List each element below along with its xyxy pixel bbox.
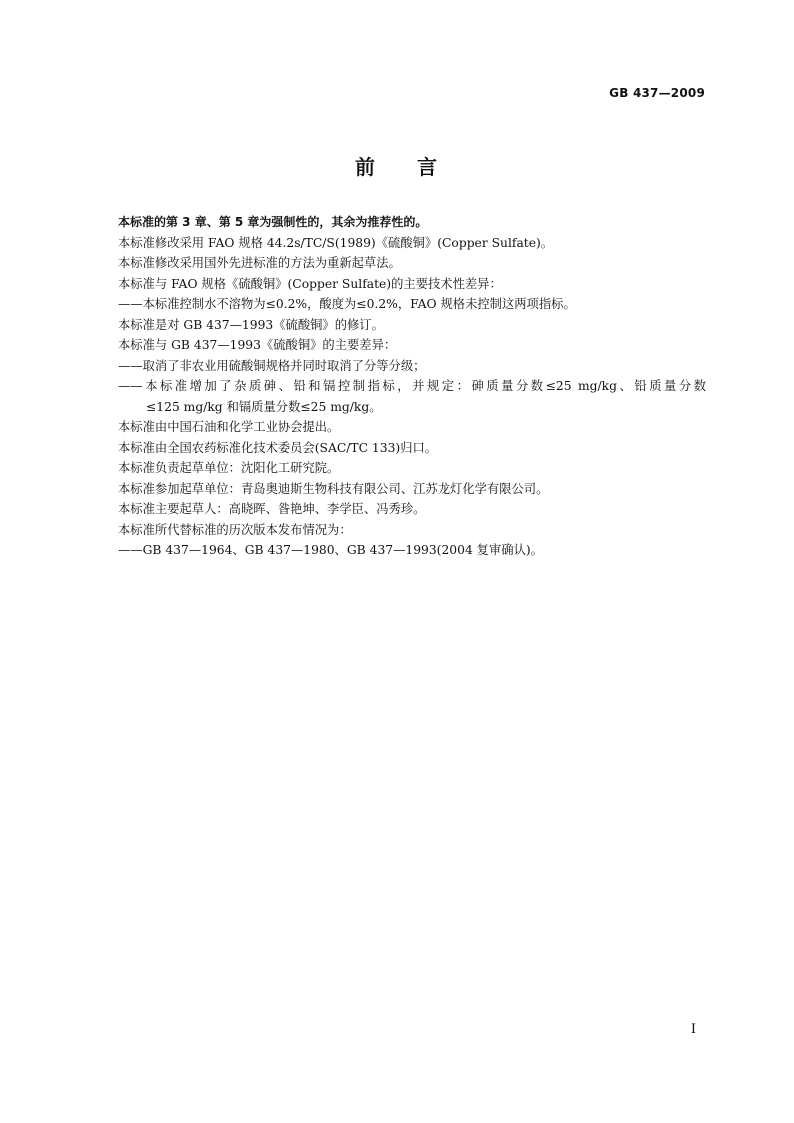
title-part-1: 前	[355, 155, 377, 179]
main-drafters-statement: 本标准主要起草人：高晓晖、昝艳坤、李学臣、冯秀珍。	[118, 502, 426, 516]
replaced-versions-heading: 本标准所代替标准的历次版本发布情况为：	[118, 522, 352, 537]
responsible-drafter-statement: 本标准负责起草单位：沈阳化工研究院。	[118, 461, 340, 475]
difference-item-1: ——取消了非农业用硫酸铜规格并同时取消了分等分级；	[118, 358, 426, 373]
foreword-body	[118, 212, 706, 561]
adoption-statement: 本标准修改采用 FAO 规格 44.2s/TC/S(1989)《硫酸铜》(Copper Sulfate)。	[118, 235, 554, 250]
mandatory-clause-note: 本标准的第 3 章、第 5 章为强制性的，其余为推荐性的。	[118, 215, 428, 229]
drafting-method-statement: 本标准修改采用国外先进标准的方法为重新起草法。	[118, 256, 401, 270]
replaced-versions-list: ——GB 437—1964、GB 437—1980、GB 437—1993(2004 复审确认)。	[118, 543, 543, 557]
title-part-2: 言	[417, 155, 439, 179]
fao-difference-item: ——本标准控制水不溶物为≤0.2%，酸度为≤0.2%，FAO 规格未控制这两项指标。	[118, 297, 576, 311]
participating-drafters-statement: 本标准参加起草单位：青岛奥迪斯生物科技有限公司、江苏龙灯化学有限公司。	[118, 481, 549, 496]
difference-item-2-continued: ≤125 mg/kg 和镉质量分数≤25 mg/kg。	[146, 399, 382, 414]
page-title	[0, 151, 794, 180]
standard-code: GB 437—2009	[609, 86, 705, 100]
revision-statement: 本标准是对 GB 437—1993《硫酸铜》的修订。	[118, 317, 384, 332]
page-number: I	[690, 1022, 696, 1037]
previous-version-differences-heading: 本标准与 GB 437—1993《硫酸铜》的主要差异：	[118, 338, 397, 352]
fao-differences-heading: 本标准与 FAO 规格《硫酸铜》(Copper Sulfate)的主要技术性差异：	[118, 276, 502, 291]
proposer-statement: 本标准由中国石油和化学工业协会提出。	[118, 420, 340, 434]
committee-statement: 本标准由全国农药标准化技术委员会(SAC/TC 133)归口。	[118, 440, 438, 455]
difference-item-2: ——本标准增加了杂质砷、铅和镉控制指标，并规定：砷质量分数≤25 mg/kg、铅质量分数	[118, 379, 706, 393]
